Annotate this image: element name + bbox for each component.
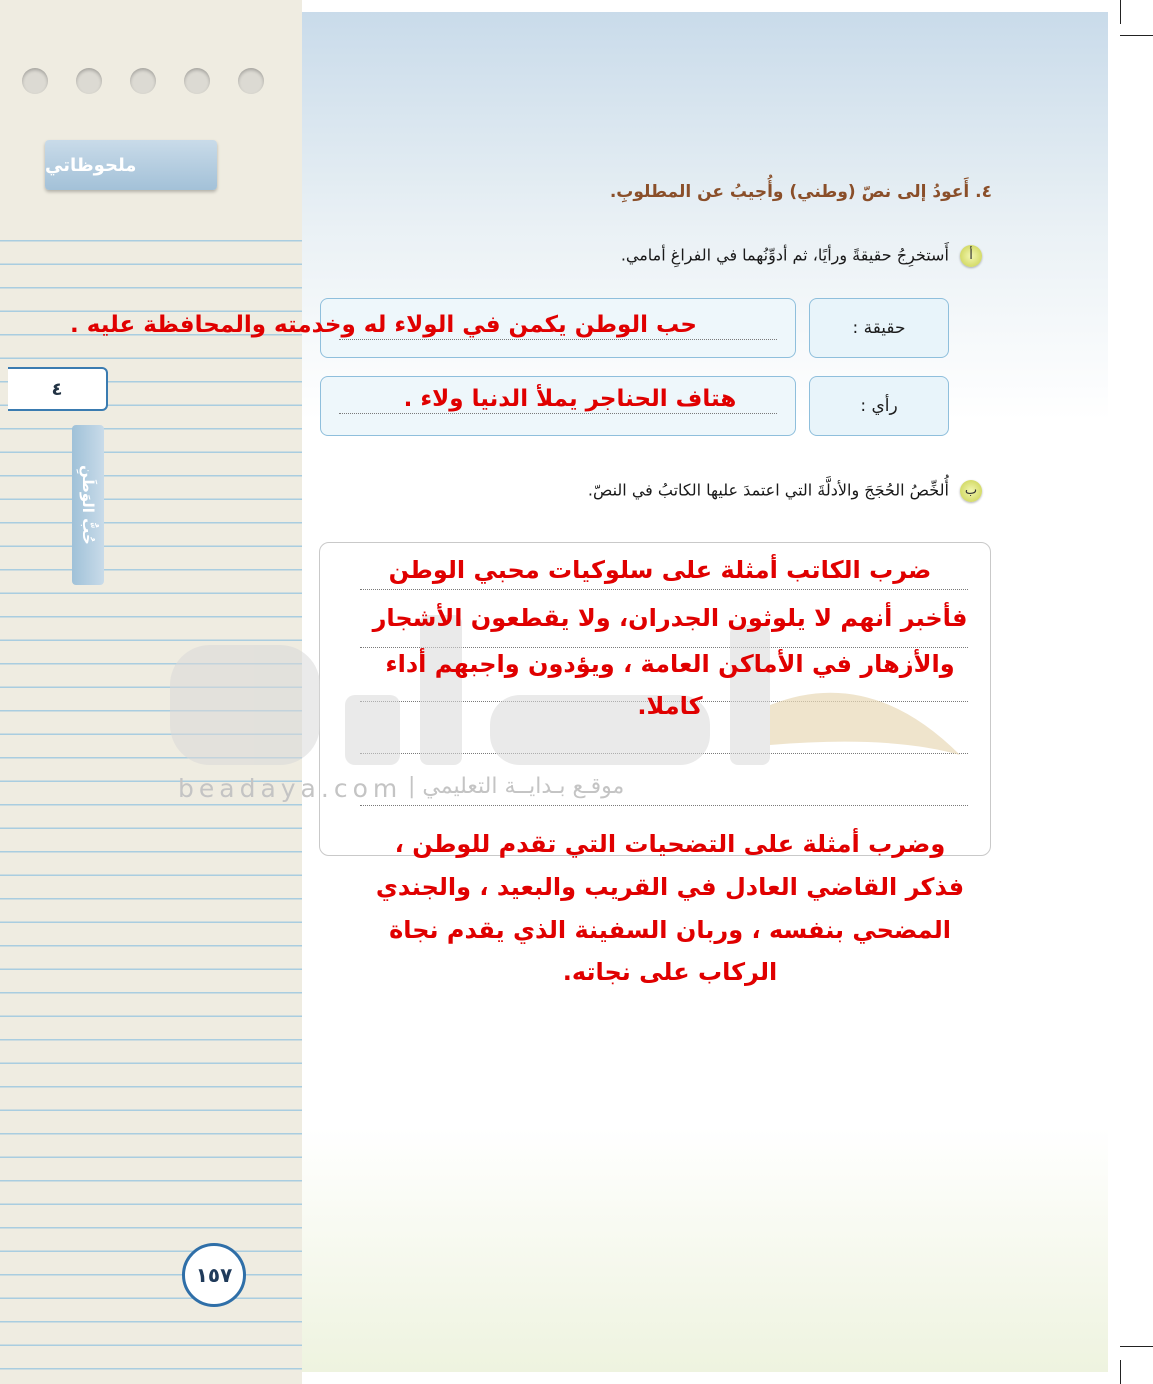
summary-line: كاملا. — [637, 692, 703, 720]
part-b-prompt — [460, 480, 982, 502]
unit-title-tab — [72, 425, 104, 585]
crop-mark — [1120, 1346, 1153, 1347]
unit-title: حُبُّ الوَطَنِ — [79, 465, 97, 545]
crop-mark — [1120, 35, 1153, 36]
binder-hole — [184, 68, 210, 94]
summary-line: المضحي بنفسه ، وربان السفينة الذي يقدم نجاة — [389, 916, 951, 944]
summary-line: فأخبر أنهم لا يلوثون الجدران، ولا يقطعون الأشجار — [372, 604, 968, 632]
summary-line: ضرب الكاتب أمثلة على سلوكيات محبي الوطن — [388, 556, 932, 584]
unit-number-box — [8, 367, 108, 411]
binder-hole — [76, 68, 102, 94]
summary-line: فذكر القاضي العادل في القريب والبعيد ، والجندي — [375, 873, 965, 901]
summary-line: والأزهار في الأماكن العامة ، ويؤدون واجبهم أداء — [385, 650, 955, 678]
page-number — [182, 1243, 246, 1307]
summary-line: وضرب أمثلة على التضحيات التي تقدم للوطن ، — [394, 830, 946, 858]
part-a-prompt — [520, 245, 982, 267]
answer-line — [339, 339, 777, 340]
page-number-text: ١٥٧ — [195, 1263, 233, 1287]
binder-hole — [238, 68, 264, 94]
binder-hole — [22, 68, 48, 94]
opinion-label-box — [809, 376, 949, 436]
crop-mark — [1120, 0, 1121, 24]
part-b-text: أُلخِّصُ الحُجَجَ والأدلَّةَ التي اعتمدَ عليها الكاتبُ في النصّ. — [587, 480, 949, 500]
binder-hole — [130, 68, 156, 94]
crop-mark — [1120, 1360, 1121, 1384]
part-a-text: أَستخرِجُ حقيقةً ورأيًا، ثم أدوِّنُهما في الفراغِ أمامي. — [620, 245, 949, 265]
summary-line: الركاب على نجاته. — [562, 958, 778, 986]
fact-label: حقيقة : — [852, 318, 906, 338]
opinion-answer: هتاف الحناجر يملأ الدنيا ولاء . — [403, 386, 737, 412]
unit-number: ٤ — [51, 378, 63, 400]
answer-line — [360, 805, 968, 806]
watermark-arabic: موقـع بـدايــة التعليمي | — [408, 774, 625, 799]
fact-answer: حب الوطن يكمن في الولاء له وخدمته والمحافظة عليه . — [70, 312, 697, 338]
fact-label-box — [809, 298, 949, 358]
answer-line — [339, 413, 777, 414]
part-b-marker: ب — [960, 480, 982, 502]
watermark-latin: beadaya.com — [178, 774, 403, 803]
part-a-marker: أ — [960, 245, 982, 267]
opinion-label: رأي : — [860, 396, 898, 416]
notes-tab — [45, 140, 217, 190]
question-title: ٤. أَعودُ إلى نصّ (وطني) وأُجيبُ عن المطلوبِ. — [609, 182, 992, 202]
binder-holes — [22, 68, 264, 94]
notes-label: ملحوظاتي — [45, 154, 137, 176]
